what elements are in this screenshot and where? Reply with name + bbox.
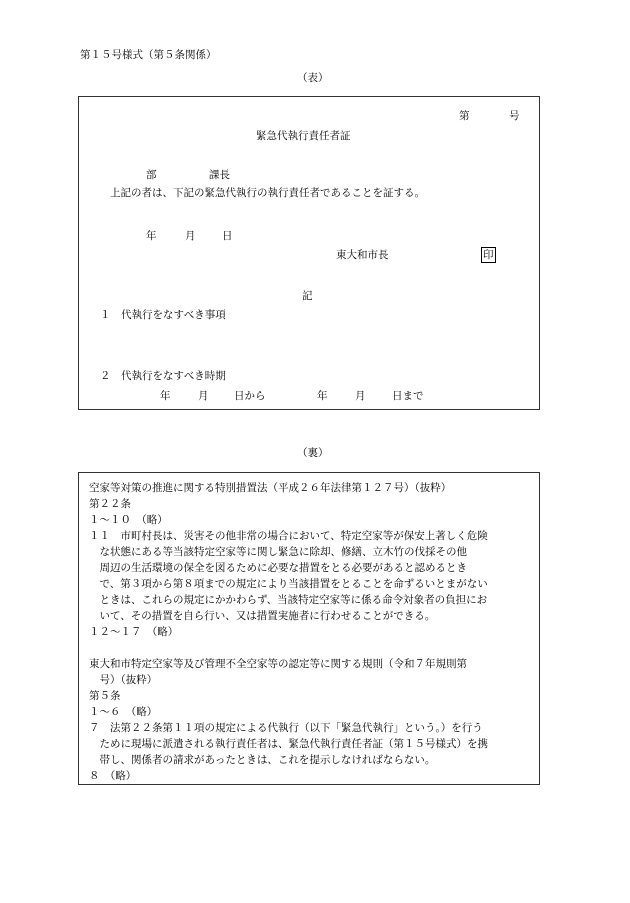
back-excerpt-box <box>78 472 540 785</box>
back-line: な状態にある等当該特定空家等に関し緊急に除却、修繕、立木竹の伐採その他 <box>89 546 467 558</box>
period-year-1: 年 <box>160 390 171 402</box>
back-line: で、第３項から第８項までの規定により当該措置をとることを命ずるいとまがない <box>89 578 488 590</box>
certificate-title: 緊急代執行責任者証 <box>256 130 351 142</box>
back-side-label: （裏） <box>297 447 329 459</box>
back-line: 号）（抜粋） <box>89 674 158 686</box>
back-line: 東大和市特定空家等及び管理不全空家等の認定等に関する規則（令和７年規則第 <box>89 658 467 670</box>
number-suffix: 号 <box>509 110 520 122</box>
ki-heading: 記 <box>302 290 313 302</box>
back-line: ために現場に派遣される執行責任者は、緊急代執行責任者証（第１５号様式）を携 <box>89 738 488 750</box>
item-1-matter: １ 代執行をなすべき事項 <box>100 309 226 321</box>
number-prefix: 第 <box>459 110 470 122</box>
back-line: ８ （略） <box>89 770 137 782</box>
back-line: 第２２条 <box>89 498 131 510</box>
back-line: １～１０ （略） <box>89 514 168 526</box>
front-certificate-box <box>78 96 540 410</box>
back-line: １２～１７ （略） <box>89 626 179 638</box>
period-until: 日まで <box>392 390 424 402</box>
date-year: 年 <box>146 230 157 242</box>
front-side-label: （表） <box>297 72 329 84</box>
back-line: ７ 法第２２条第１１項の規定による代執行（以下「緊急代執行」という。）を行う <box>89 722 483 734</box>
back-line: 空家等対策の推進に関する特別措置法（平成２６年法律第１２７号）（抜粋） <box>89 482 452 494</box>
period-from: 日から <box>234 390 266 402</box>
certify-text: 上記の者は、下記の緊急代執行の執行責任者であることを証する。 <box>110 187 425 199</box>
back-line: 周辺の生活環境の保全を図るために必要な措置をとる必要があると認めるとき <box>89 562 467 574</box>
period-month-1: 月 <box>198 390 209 402</box>
section-chief-label: 課長 <box>209 169 230 181</box>
dept-label: 部 <box>146 169 157 181</box>
date-month: 月 <box>185 230 196 242</box>
mayor-title: 東大和市長 <box>336 249 389 261</box>
back-line: 第５条 <box>89 690 121 702</box>
back-line: 帯し、関係者の請求があったときは、これを提示しなければならない。 <box>89 754 436 766</box>
back-line: いて、その措置を自ら行い、又は措置実施者に行わせることができる。 <box>89 610 436 622</box>
date-day: 日 <box>222 230 233 242</box>
back-line: １１ 市町村長は、災害その他非常の場合において、特定空家等が保安上著しく危険 <box>89 530 488 542</box>
period-month-2: 月 <box>355 390 366 402</box>
back-line: １～６ （略） <box>89 706 158 718</box>
item-2-period: ２ 代執行をなすべき時期 <box>100 370 226 382</box>
back-line: ときは、これらの規定にかかわらず、当該特定空家等に係る命令対象者の負担にお <box>89 594 488 606</box>
form-header: 第１５号様式（第５条関係） <box>80 49 217 61</box>
period-year-2: 年 <box>317 390 328 402</box>
seal-mark: 印 <box>483 249 494 261</box>
